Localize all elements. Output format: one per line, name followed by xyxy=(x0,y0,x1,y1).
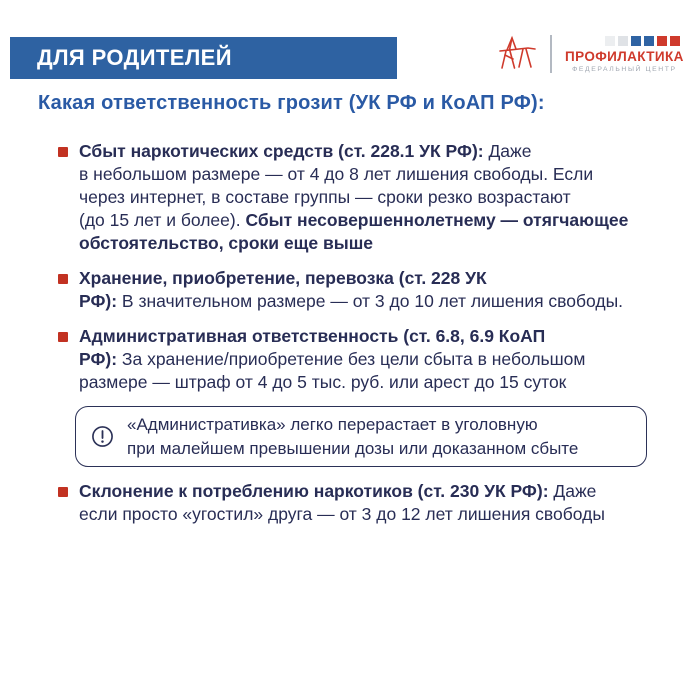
logo-subtitle: ФЕДЕРАЛЬНЫЙ ЦЕНТР xyxy=(572,65,677,73)
text-line: (до 15 лет и более). Сбыт несовершеннолетнему — отягчающее xyxy=(79,210,629,230)
logo-color-square xyxy=(605,36,615,46)
bullet-item-inducement xyxy=(58,480,670,526)
exclamation-circle-icon xyxy=(91,425,114,448)
bullet-text xyxy=(79,140,628,255)
text-line: Склонение к потреблению наркотиков (ст. 230 УК РФ): Даже xyxy=(79,481,597,501)
bullet-square-icon xyxy=(58,487,68,497)
rocking-horse-icon xyxy=(497,33,537,75)
text-line: в небольшом размере — от 4 до 8 лет лишения свободы. Если xyxy=(79,164,594,184)
warning-callout xyxy=(75,406,647,467)
text-line: Сбыт наркотических средств (ст. 228.1 УК РФ): Даже xyxy=(79,141,532,161)
logo-color-square xyxy=(670,36,680,46)
logo-color-square xyxy=(631,36,641,46)
text-line: обстоятельство, сроки еще выше xyxy=(79,233,374,253)
bullet-text xyxy=(79,325,585,394)
bullet-text xyxy=(79,267,623,313)
text-line: РФ): В значительном размере — от 3 до 10 лет лишения свободы. xyxy=(79,291,624,311)
bullet-item-sale xyxy=(58,140,670,255)
text-line: размере — штраф от 4 до 5 тыс. руб. или арест до 15 суток xyxy=(79,372,567,392)
bullet-text xyxy=(79,480,605,526)
page-title: Какая ответственность грозит (УК РФ и КоАП РФ): xyxy=(38,92,545,114)
logo-squares xyxy=(605,36,680,46)
logo-text-block xyxy=(565,36,684,73)
logo-color-square xyxy=(644,36,654,46)
logo-color-square xyxy=(618,36,628,46)
bullet-item-possession xyxy=(58,267,670,313)
logo-color-square xyxy=(657,36,667,46)
brand-logo xyxy=(497,33,684,75)
text-line: через интернет, в составе группы — сроки резко возрастают xyxy=(79,187,571,207)
text-line: при малейшем превышении дозы или доказанном сбыте xyxy=(127,438,579,458)
content-area xyxy=(58,140,670,538)
text-line: если просто «угостил» друга — от 3 до 12 лет лишения свободы xyxy=(79,504,605,524)
logo-divider xyxy=(550,35,552,73)
bullet-square-icon xyxy=(58,274,68,284)
banner-title: ДЛЯ РОДИТЕЛЕЙ xyxy=(37,45,232,70)
bullet-item-administrative xyxy=(58,325,670,394)
bullet-square-icon xyxy=(58,147,68,157)
text-line: «Административка» легко перерастает в уголовную xyxy=(127,415,538,434)
text-line: Хранение, приобретение, перевозка (ст. 228 УК xyxy=(79,268,487,288)
text-line: Административная ответственность (ст. 6.8, 6.9 КоАП xyxy=(79,326,546,346)
bullet-square-icon xyxy=(58,332,68,342)
header-banner xyxy=(10,37,397,79)
logo-title: ПРОФИЛАКТИКА xyxy=(565,48,684,64)
callout-text xyxy=(127,413,578,460)
text-line: РФ): За хранение/приобретение без цели сбыта в небольшом xyxy=(79,349,586,369)
